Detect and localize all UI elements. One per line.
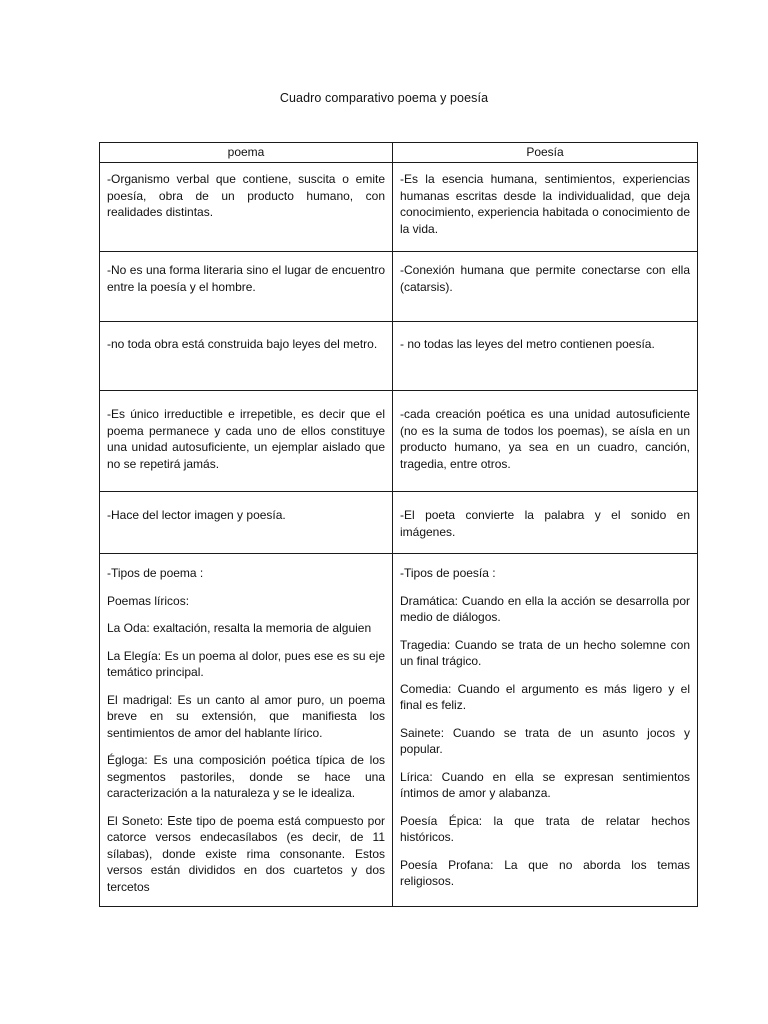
poema-type-item: La Oda: exaltación, resalta la memoria de alguien: [107, 621, 372, 635]
poema-cell: [100, 252, 393, 322]
poema-cell: [100, 322, 393, 391]
cell-text: -No es una forma literaria sino el lugar de encuentro entre la poesía y el hombre.: [107, 263, 385, 294]
poesia-cell: [393, 163, 698, 252]
table-row: [100, 322, 698, 391]
table-row: [100, 492, 698, 554]
soneto-rest: tipo de poema está compuesto por catorce versos endecasílabos (es decir, de 11 sílabas), donde existe rima consonante. Estos versos están divididos en dos cuartetos y dos tercetos: [107, 813, 385, 894]
poema-type-item: La Elegía: Es un poema al dolor, pues ese es su eje temático principal.: [107, 648, 385, 679]
poesia-type-item: Poesía Épica: la que trata de relatar hechos históricos.: [400, 813, 690, 844]
poema-cell: [100, 163, 393, 252]
poesia-cell: [393, 492, 698, 554]
cell-text: -El poeta convierte la palabra y el sonido en imágenes.: [400, 508, 690, 539]
table-row: [100, 252, 698, 322]
poesia-cell: [393, 391, 698, 492]
cell-text: -Es único irreductible e irrepetible, es decir que el poema permanece y cada uno de ellos constituye una unidad autosuficiente, un ejemplar aislado que no se repetirá jamás.: [107, 407, 385, 471]
column-header-poema: poema: [100, 143, 393, 163]
poema-type-item: El madrigal: Es un canto al amor puro, un poema breve en su extensión, que manifiesta los sentimientos de amor del hablante lírico.: [107, 692, 385, 740]
poema-type-item-soneto: [107, 813, 385, 896]
cell-text: -cada creación poética es una unidad autosuficiente (no es la suma de todos los poemas), se aísla en un producto humano, ya sea en un cuadro, canción, tragedia, entre otros.: [400, 407, 690, 471]
table-row: [100, 391, 698, 492]
poesia-cell: [393, 322, 698, 391]
soneto-prefix: El Soneto:: [107, 813, 168, 828]
tipos-poema-heading: -Tipos de poema :: [107, 566, 204, 580]
table-row-types: [100, 554, 698, 907]
cell-text: - no todas las leyes del metro contienen poesía.: [400, 337, 655, 351]
poemas-liricos-subheading: Poemas líricos:: [107, 593, 190, 608]
comparison-table: [99, 142, 698, 907]
cell-text: -Es la esencia humana, sentimientos, experiencias humanas escritas desde la individualidad, que deja conocimiento, experiencia habitada o conocimiento de la vida.: [400, 172, 690, 236]
tipos-poesia-cell: [393, 554, 698, 907]
soneto-emphasis: Este: [167, 813, 193, 828]
cell-text: -Hace del lector imagen y poesía.: [107, 508, 286, 522]
tipos-poesia-heading: -Tipos de poesía :: [400, 566, 496, 580]
poesia-type-item: Lírica: Cuando en ella se expresan sentimientos íntimos de amor y alabanza.: [400, 769, 690, 800]
cell-text: -Conexión humana que permite conectarse con ella (catarsis).: [400, 263, 690, 294]
cell-text: -Organismo verbal que contiene, suscita o emite poesía, obra de un producto humano, con realidades distintas.: [107, 172, 385, 219]
poema-cell: [100, 391, 393, 492]
poesia-type-item: Dramática: Cuando en ella la acción se desarrolla por medio de diálogos.: [400, 593, 690, 624]
poesia-type-item: Poesía Profana: La que no aborda los temas religiosos.: [400, 857, 690, 888]
poesia-type-item: Sainete: Cuando se trata de un asunto jocos y popular.: [400, 725, 690, 756]
poesia-cell: [393, 252, 698, 322]
poesia-type-item: Tragedia: Cuando se trata de un hecho solemne con un final trágico.: [400, 637, 690, 668]
column-header-poesia: Poesía: [393, 143, 698, 163]
poema-type-item: Égloga: Es una composición poética típica de los segmentos pastoriles, donde se hace una caracterización a la naturaleza y se le idealiza.: [107, 753, 385, 800]
poema-cell: [100, 492, 393, 554]
cell-text: -no toda obra está construida bajo leyes del metro.: [107, 337, 378, 351]
table-row: [100, 163, 698, 252]
tipos-poema-cell: [100, 554, 393, 907]
table-header-row: [100, 143, 698, 163]
poesia-type-item: Comedia: Cuando el argumento es más ligero y el final es feliz.: [400, 681, 690, 712]
document-title: Cuadro comparativo poema y poesía: [279, 91, 489, 105]
